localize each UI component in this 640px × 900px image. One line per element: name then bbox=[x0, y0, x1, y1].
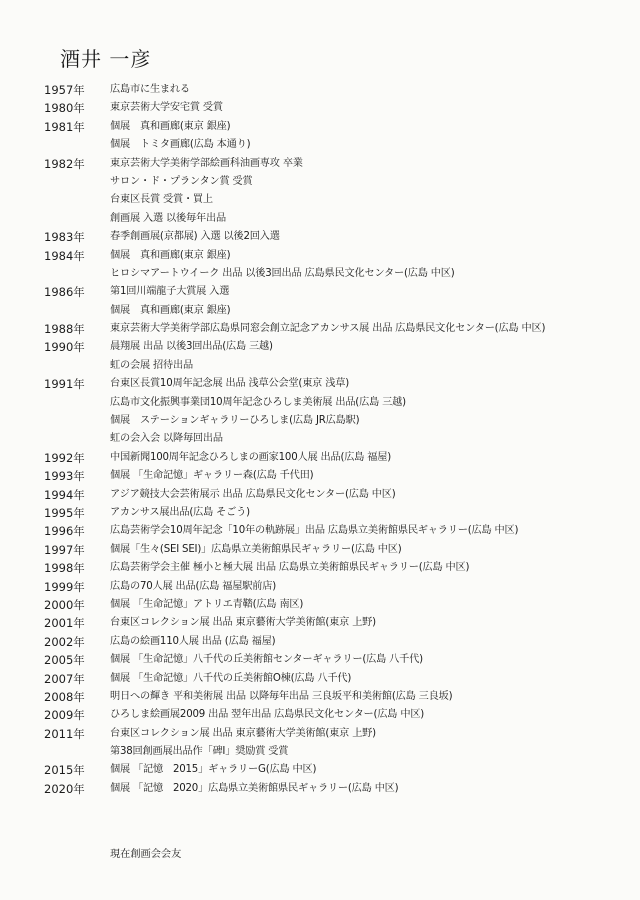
timeline-event: 個展「生々(SEI SEI)」広島県立美術館県民ギャラリー(広島 中区) bbox=[110, 543, 402, 555]
timeline-row bbox=[44, 81, 624, 99]
timeline-event: 個展 「生命記憶」ギャラリー森(広島 千代田) bbox=[110, 470, 314, 482]
timeline-row bbox=[44, 467, 624, 485]
timeline-event: アジア競技大会芸術展示 出品 広島県民文化センター(広島 中区) bbox=[110, 488, 396, 500]
timeline-year: 2008年 bbox=[44, 689, 85, 704]
timeline-row bbox=[44, 394, 624, 412]
timeline-event: 個展 真和画廊(東京 銀座) bbox=[110, 249, 231, 261]
timeline-row bbox=[44, 504, 624, 522]
timeline-row bbox=[44, 449, 624, 467]
timeline-event: 東京芸術大学美術学部広島県同窓会創立記念アカンサス展 出品 広島県民文化センター(広島 中区) bbox=[110, 323, 546, 335]
timeline-event: 晨翔展 出品 以後3回出品(広島 三越) bbox=[110, 341, 273, 353]
timeline-event: ヒロシマアートウイーク 出品 以後3回出品 広島県民文化センター(広島 中区) bbox=[110, 267, 455, 279]
timeline-row bbox=[44, 596, 624, 614]
timeline-event: 個展 真和画廊(東京 銀座) bbox=[110, 120, 231, 132]
timeline-row bbox=[44, 375, 624, 393]
timeline-row bbox=[44, 761, 624, 779]
timeline-year: 1986年 bbox=[44, 285, 85, 300]
timeline-event: 虹の会入会 以降毎回出品 bbox=[110, 433, 223, 445]
timeline-row bbox=[44, 173, 624, 191]
timeline-row bbox=[44, 670, 624, 688]
timeline-event: 創画展 入選 以後毎年出品 bbox=[110, 212, 226, 224]
timeline-event: 中国新聞100周年記念ひろしまの画家100人展 出品(広島 福屋) bbox=[110, 451, 392, 463]
timeline-event: 台東区コレクション展 出品 東京藝術大学美術館(東京 上野) bbox=[110, 617, 376, 629]
timeline-year: 2000年 bbox=[44, 597, 85, 612]
timeline-event: 広島の絵画110人展 出品 (広島 福屋) bbox=[110, 635, 276, 647]
timeline-year: 1994年 bbox=[44, 487, 85, 502]
timeline-row bbox=[44, 228, 624, 246]
timeline-event: 広島市文化振興事業団10周年記念ひろしま美術展 出品(広島 三越) bbox=[110, 396, 406, 408]
timeline-year: 1999年 bbox=[44, 579, 85, 594]
timeline-row bbox=[44, 522, 624, 540]
timeline-row bbox=[44, 430, 624, 448]
timeline-row bbox=[44, 559, 624, 577]
timeline-year: 2002年 bbox=[44, 634, 85, 649]
timeline-row bbox=[44, 743, 624, 761]
timeline-row bbox=[44, 265, 624, 283]
timeline-row bbox=[44, 136, 624, 154]
timeline-event: 東京芸術大学美術学部絵画科油画専攻 卒業 bbox=[110, 157, 303, 169]
timeline-row bbox=[44, 688, 624, 706]
timeline-event: ひろしま絵画展2009 出品 翌年出品 広島県民文化センター(広島 中区) bbox=[110, 709, 425, 721]
timeline-event: 個展 「記憶 2015」ギャラリーG(広島 中区) bbox=[110, 764, 317, 776]
timeline-year: 1990年 bbox=[44, 340, 85, 355]
timeline-year: 1995年 bbox=[44, 505, 85, 520]
timeline-row bbox=[44, 155, 624, 173]
timeline-event: 個展 「生命記憶」八千代の丘美術館センターギャラリー(広島 八千代) bbox=[110, 654, 423, 666]
timeline-year: 1982年 bbox=[44, 156, 85, 171]
timeline-event: 第38回創画展出品作「碑Ⅰ」奨励賞 受賞 bbox=[110, 746, 289, 758]
timeline-event: 台東区長賞10周年記念展 出品 浅草公会堂(東京 浅草) bbox=[110, 378, 349, 390]
timeline-row bbox=[44, 338, 624, 356]
timeline-year: 1993年 bbox=[44, 469, 85, 484]
timeline-row bbox=[44, 578, 624, 596]
timeline-row bbox=[44, 118, 624, 136]
membership-note: 現在創画会会友 bbox=[110, 849, 182, 860]
timeline-event: 明日への輝き 平和美術展 出品 以降毎年出品 三良坂平和美術館(広島 三良坂) bbox=[110, 690, 453, 702]
timeline-year: 2001年 bbox=[44, 616, 85, 631]
timeline-event: 春季創画展(京都展) 入選 以後2回入選 bbox=[110, 231, 280, 243]
timeline-row bbox=[44, 283, 624, 301]
timeline-event: 東京芸術大学安宅賞 受賞 bbox=[110, 102, 223, 114]
timeline-row bbox=[44, 486, 624, 504]
timeline-event: 広島芸術学会10周年記念「10年の軌跡展」出品 広島県立美術館県民ギャラリー(広島 中区) bbox=[110, 525, 519, 537]
artist-name: 酒井 一彦 bbox=[60, 47, 152, 71]
timeline-row bbox=[44, 633, 624, 651]
timeline-row bbox=[44, 191, 624, 209]
timeline-row bbox=[44, 780, 624, 798]
timeline-row bbox=[44, 210, 624, 228]
timeline-row bbox=[44, 99, 624, 117]
timeline-year: 1998年 bbox=[44, 561, 85, 576]
timeline-event: 広島市に生まれる bbox=[110, 84, 190, 95]
career-timeline bbox=[44, 81, 624, 798]
timeline-row bbox=[44, 247, 624, 265]
timeline-year: 1984年 bbox=[44, 248, 85, 263]
timeline-event: アカンサス展出品(広島 そごう) bbox=[110, 506, 250, 518]
timeline-event: 台東区長賞 受賞・買上 bbox=[110, 194, 213, 206]
timeline-event: 個展 「生命記憶」八千代の丘美術館O棟(広島 八千代) bbox=[110, 672, 352, 684]
timeline-row bbox=[44, 541, 624, 559]
timeline-year: 1991年 bbox=[44, 377, 85, 392]
timeline-year: 2009年 bbox=[44, 708, 85, 723]
timeline-event: 個展 真和画廊(東京 銀座) bbox=[110, 304, 231, 316]
timeline-year: 1983年 bbox=[44, 230, 85, 245]
timeline-year: 2011年 bbox=[44, 726, 85, 741]
timeline-event: 個展 トミタ画廊(広島 本通り) bbox=[110, 139, 251, 151]
timeline-row bbox=[44, 412, 624, 430]
timeline-year: 1980年 bbox=[44, 101, 85, 116]
timeline-row bbox=[44, 302, 624, 320]
timeline-row bbox=[44, 614, 624, 632]
timeline-year: 2007年 bbox=[44, 671, 85, 686]
timeline-year: 2005年 bbox=[44, 653, 85, 668]
timeline-event: 個展 「生命記憶」アトリエ青鞜(広島 南区) bbox=[110, 598, 304, 610]
timeline-event: 虹の会展 招待出品 bbox=[110, 359, 193, 371]
timeline-event: 広島芸術学会主催 極小と極大展 出品 広島県立美術館県民ギャラリー(広島 中区) bbox=[110, 562, 470, 574]
timeline-row bbox=[44, 651, 624, 669]
timeline-event: 個展 「記憶 2020」広島県立美術館県民ギャラリー(広島 中区) bbox=[110, 782, 399, 794]
timeline-year: 1997年 bbox=[44, 542, 85, 557]
timeline-year: 1992年 bbox=[44, 450, 85, 465]
timeline-year: 1988年 bbox=[44, 322, 85, 337]
timeline-row bbox=[44, 320, 624, 338]
timeline-year: 1957年 bbox=[44, 83, 85, 97]
timeline-event: 台東区コレクション展 出品 東京藝術大学美術館(東京 上野) bbox=[110, 727, 376, 739]
timeline-year: 2020年 bbox=[44, 781, 85, 796]
timeline-year: 2015年 bbox=[44, 763, 85, 778]
timeline-event: 個展 ステーションギャラリーひろしま(広島 JR広島駅) bbox=[110, 415, 360, 427]
timeline-event: 第1回川端龍子大賞展 入選 bbox=[110, 286, 230, 298]
timeline-year: 1996年 bbox=[44, 524, 85, 539]
timeline-row bbox=[44, 357, 624, 375]
timeline-row bbox=[44, 706, 624, 724]
timeline-event: 広島の70人展 出品(広島 福屋駅前店) bbox=[110, 580, 277, 592]
timeline-year: 1981年 bbox=[44, 119, 85, 134]
timeline-row bbox=[44, 725, 624, 743]
timeline-event: サロン・ド・プランタン賞 受賞 bbox=[110, 175, 253, 187]
